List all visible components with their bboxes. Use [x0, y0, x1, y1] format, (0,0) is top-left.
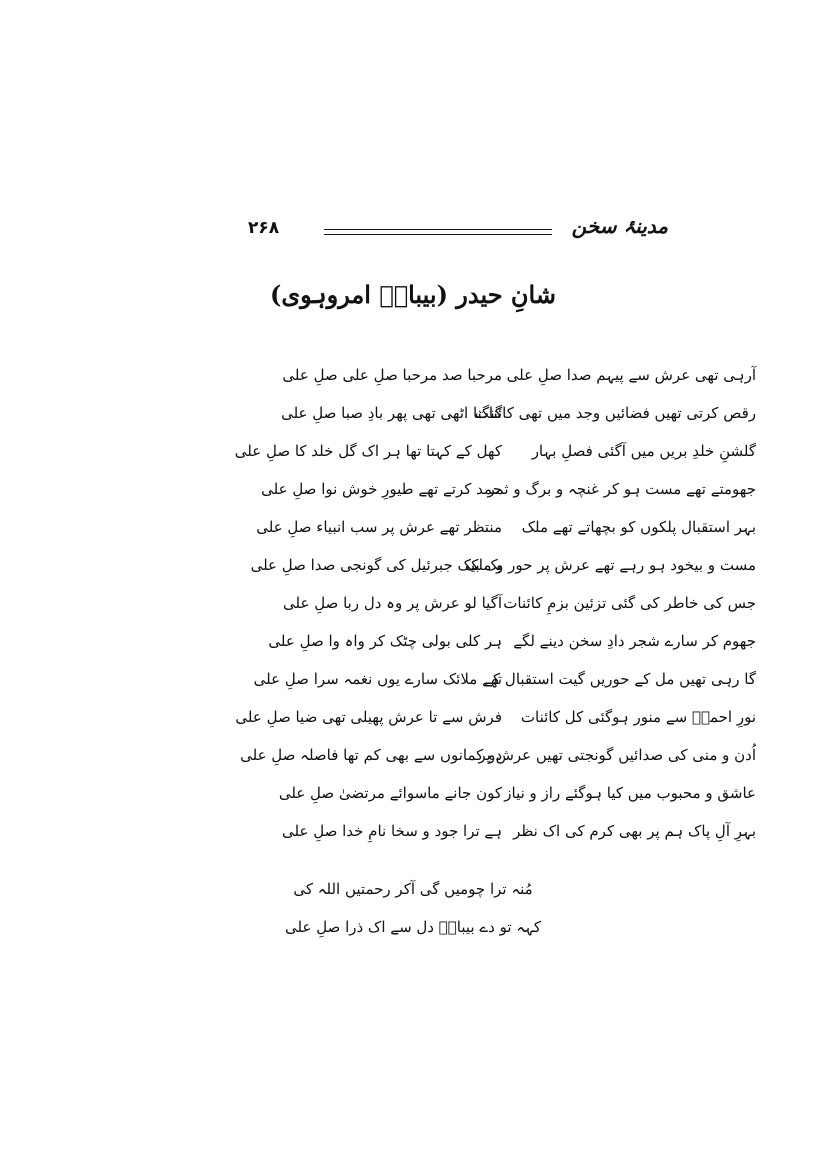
misra-first: آرہی تھی عرش سے پیہم صدا صلِ علی: [506, 366, 756, 384]
misra-second: تھے ملائک سارے یوں نغمہ سرا صلِ علی: [253, 670, 502, 688]
misra-second: یک بیک جبرئیل کی گونجی صدا صلِ علی: [250, 556, 502, 574]
couplet: [240, 404, 756, 442]
misra-second: کھل کے کہتا تھا ہر اک گل خلد کا صلِ علی: [234, 442, 502, 460]
misra-second: مرحبا صد مرحبا صلِ علی صلِ علی: [282, 366, 502, 384]
closing-line-2: کہہ تو دے بیباکؔ دل سے اک ذرا صلِ علی: [285, 918, 541, 936]
misra-first: گلشنِ خلدِ بریں میں آگئی فصلِ بہار: [531, 442, 756, 460]
misra-first: گا رہی تھیں مل کے حوریں گیت استقبال کے: [484, 670, 756, 688]
misra-second: دو کمانوں سے بھی کم تھا فاصلہ صلِ علی: [240, 746, 502, 764]
couplet: [240, 366, 756, 404]
couplet: [235, 708, 756, 746]
poem-title: شانِ حیدر (بیباکؔ امروہوی): [270, 280, 556, 309]
misra-first: عاشق و محبوب میں کیا ہوگئے راز و نیاز: [504, 784, 756, 802]
header-rule-top: [324, 229, 552, 230]
couplet: [240, 746, 756, 784]
closing-line-1: مُنہ ترا چومیں گی آکر رحمتیں اللہ کی: [293, 880, 533, 898]
header-rule-bottom: [324, 234, 552, 235]
misra-second: حمد کرتے تھے طیورِ خوش نوا صلِ علی: [261, 480, 502, 498]
misra-second: کون جانے ماسوائے مرتضیٰ صلِ علی: [278, 784, 502, 802]
couplet-list: [234, 366, 756, 860]
misra-first: جس کی خاطر کی گئی تزئین بزمِ کائنات: [503, 594, 756, 612]
couplet: [240, 480, 756, 518]
couplet: [240, 594, 756, 632]
book-title: مدینۂ سخن: [571, 214, 668, 238]
page-header: [248, 214, 668, 254]
misra-second: ہے ترا جود و سخا نامِ خدا صلِ علی: [282, 822, 502, 840]
misra-first: جھومتے تھے مست ہو کر غنچہ و برگ و ثمر: [487, 480, 756, 498]
misra-second: منتظر تھے عرش پر سب انبیاء صلِ علی: [256, 518, 502, 536]
misra-second: ہر کلی بولی چٹک کر واہ وا صلِ علی: [268, 632, 502, 650]
couplet: [234, 442, 756, 480]
couplet: [240, 784, 756, 822]
misra-first: نورِ احمدؐ سے منور ہوگئی کل کائنات: [520, 708, 756, 726]
misra-first: اُدن و منی کی صدائیں گونجتی تھیں عرش پر: [478, 746, 756, 764]
couplet: [240, 632, 756, 670]
couplet: [240, 670, 756, 708]
misra-first: بہرِ آلِ پاک ہم پر بھی کرم کی اک نظر: [513, 822, 756, 840]
couplet: [240, 822, 756, 860]
misra-second: فرش سے تا عرش پھیلی تھی ضیا صلِ علی: [235, 708, 502, 726]
misra-first: رقص کرتی تھیں فضائیں وجد میں تھی کائنات: [474, 404, 756, 422]
couplet: [240, 518, 756, 556]
misra-first: مست و بیخود ہو رہے تھے عرش پر حور و ملک: [464, 556, 756, 574]
misra-second: آگیا لو عرش پر وہ دل ربا صلِ علی: [283, 594, 502, 612]
couplet: [240, 556, 756, 594]
misra-first: جھوم کر سارے شجر دادِ سخن دینے لگے: [513, 632, 756, 650]
misra-second: گنگنا اٹھی تھی پھر بادِ صبا صلِ علی: [281, 404, 502, 422]
page-number: ۲۶۸: [248, 218, 280, 238]
misra-first: بہر استقبال پلکوں کو بچھاتے تھے ملک: [521, 518, 756, 536]
